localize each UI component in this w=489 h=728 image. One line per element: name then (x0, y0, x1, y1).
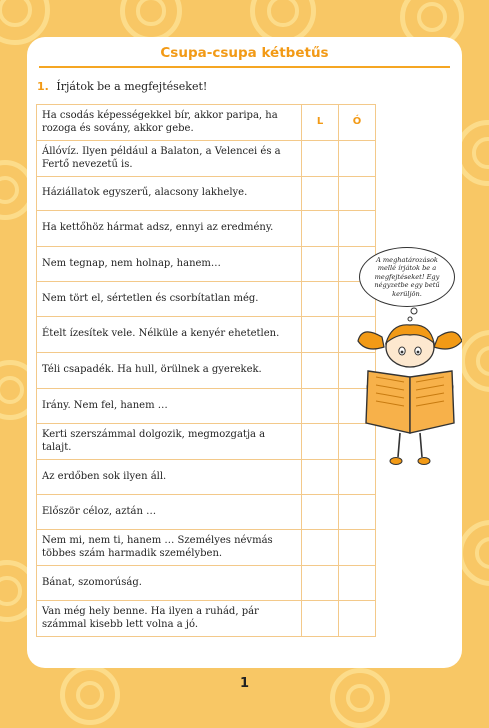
answer-cell[interactable] (302, 177, 339, 211)
answer-cell[interactable] (302, 317, 339, 353)
answer-cell[interactable] (302, 282, 339, 317)
answer-cell[interactable] (339, 495, 376, 530)
clue-text: Háziállatok egyszerű, alacsony lakhelye. (37, 177, 302, 211)
table-row (37, 141, 376, 177)
background-swirl (60, 665, 120, 725)
clue-text: Kerti szerszámmal dolgozik, megmozgatja a talajt. (37, 424, 302, 460)
answer-cell[interactable] (302, 141, 339, 177)
table-row (37, 460, 376, 495)
answer-cell[interactable] (339, 177, 376, 211)
table-row (37, 247, 376, 282)
clue-text: Nem mi, nem ti, hanem … Személyes névmás többes szám harmadik személyben. (37, 530, 302, 566)
clue-table (36, 104, 376, 637)
clue-text: Nem tört el, sértetlen és csorbítatlan még. (37, 282, 302, 317)
speech-bubble (359, 247, 455, 307)
clue-text: Ételt ízesítek vele. Nélküle a kenyér ehetetlen. (37, 317, 302, 353)
table-row (37, 566, 376, 601)
clue-text: Bánat, szomorúság. (37, 566, 302, 601)
answer-cell[interactable] (302, 601, 339, 637)
task-instruction (37, 80, 207, 93)
answer-cell[interactable] (339, 566, 376, 601)
table-row (37, 353, 376, 389)
background-swirl (120, 0, 182, 42)
answer-cell[interactable] (302, 495, 339, 530)
clue-text: Van még hely benne. Ha ilyen a ruhád, pár számmal kisebb lett volna a jó. (37, 601, 302, 637)
clue-text: Irány. Nem fel, hanem … (37, 389, 302, 424)
table-row (37, 389, 376, 424)
table-row (37, 530, 376, 566)
clue-text: Nem tegnap, nem holnap, hanem… (37, 247, 302, 282)
clue-text: Állóvíz. Ilyen például a Balaton, a Velencei és a Fertő nevezetű is. (37, 141, 302, 177)
clue-text: Ha csodás képességekkel bír, akkor paripa, ha rozoga és sovány, akkor gebe. (37, 105, 302, 141)
task-text: Írjátok be a megfejtéseket! (56, 80, 208, 93)
table-row (37, 601, 376, 637)
column-header-o: Ó (339, 105, 376, 141)
table-row (37, 177, 376, 211)
clue-text: Először céloz, aztán … (37, 495, 302, 530)
answer-cell[interactable] (302, 247, 339, 282)
worksheet-title: Csupa-csupa kétbetűs (160, 45, 329, 61)
answer-cell[interactable] (339, 601, 376, 637)
title-underline (39, 66, 450, 68)
table-row (37, 424, 376, 460)
task-number: 1. (37, 80, 49, 93)
table-row (37, 282, 376, 317)
clue-text: Ha kettőhöz hármat adsz, ennyi az eredmény. (37, 211, 302, 247)
background-swirl (458, 520, 489, 586)
page-number: 1 (239, 676, 250, 691)
speech-bubble-text: A meghatározások mellé írjátok be a megfejtéseket! Egy négyzetbe egy betű kerüljön. (374, 255, 440, 298)
table-row (37, 105, 376, 141)
table-row (37, 211, 376, 247)
table-row (37, 317, 376, 353)
answer-cell[interactable] (302, 389, 339, 424)
clue-text: Az erdőben sok ilyen áll. (37, 460, 302, 495)
answer-cell[interactable] (302, 460, 339, 495)
answer-cell[interactable] (339, 530, 376, 566)
table-row (37, 495, 376, 530)
answer-cell[interactable] (302, 424, 339, 460)
answer-cell[interactable] (302, 530, 339, 566)
clue-text: Téli csapadék. Ha hull, örülnek a gyerekek. (37, 353, 302, 389)
answer-cell[interactable] (302, 353, 339, 389)
background-swirl (460, 330, 489, 392)
reading-girl-illustration (352, 305, 462, 475)
answer-cell[interactable] (302, 566, 339, 601)
column-header-l: L (302, 105, 339, 141)
answer-cell[interactable] (339, 211, 376, 247)
answer-cell[interactable] (302, 211, 339, 247)
answer-cell[interactable] (339, 141, 376, 177)
worksheet-card (27, 37, 462, 668)
